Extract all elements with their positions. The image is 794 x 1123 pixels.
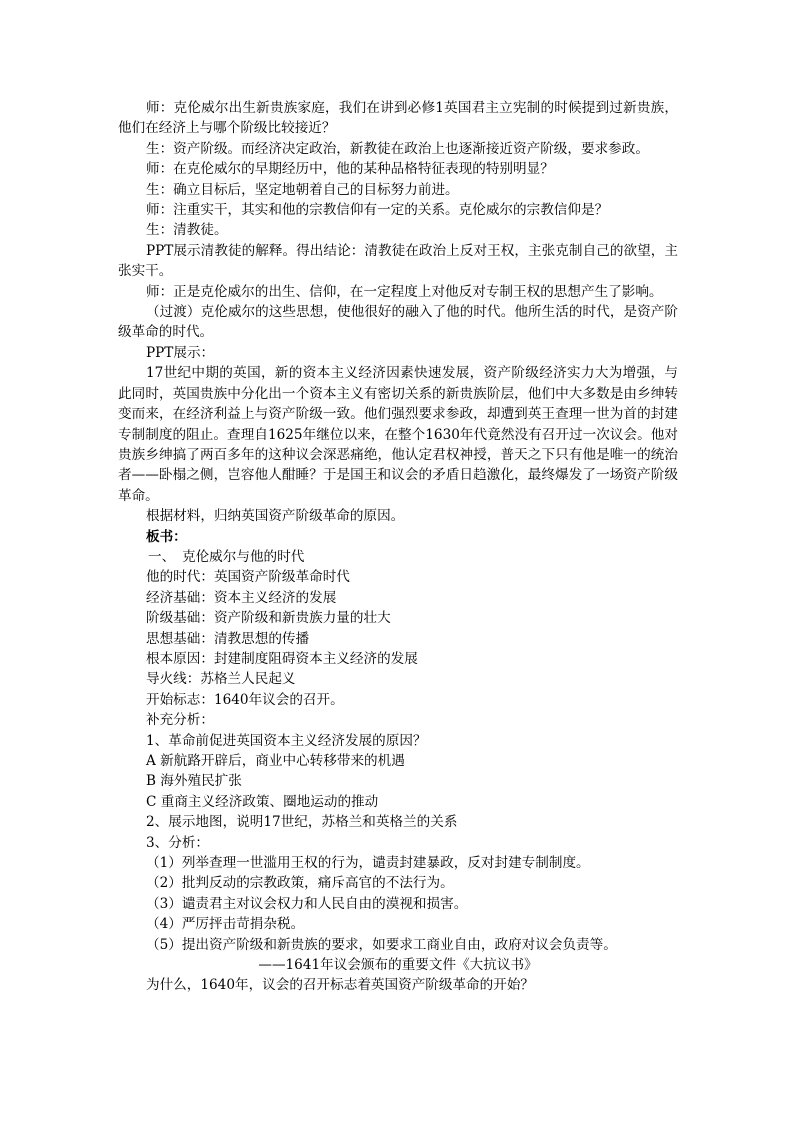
q3-item: （5）提出资产阶级和新贵族的要求，如要求工商业自由，政府对议会负责等。 (146, 936, 617, 953)
source-citation: ——1641年议会颁布的重要文件《大抗议书》 (258, 957, 538, 974)
paragraph-7: PPT展示清教徒的解释。得出结论：清教徒在政治上反对王权，主张克制自己的欲望，主张实干。 (118, 242, 678, 280)
board-item: 他的时代：英国资产阶级革命时代 (146, 569, 350, 586)
supplement-q2: 2、展示地图，说明17世纪，苏格兰和英格兰的关系 (146, 814, 458, 831)
board-label: 板书： (146, 528, 187, 545)
supplement-q3: 3、分析： (146, 834, 210, 851)
q1-option: C 重商主义经济政策、圈地运动的推动 (146, 793, 379, 810)
board-item: 开始标志：1640年议会的召开。 (146, 691, 344, 708)
paragraph-6: 生：清教徒。 (146, 222, 228, 239)
supplement-q1: 1、革命前促进英国资本主义经济发展的原因？ (146, 732, 427, 749)
q3-item: （2）批判反动的宗教政策，痛斥高官的不法行为。 (146, 875, 454, 892)
q1-option: A 新航路开辟后，商业中心转移带来的机遇 (146, 753, 405, 769)
paragraph-5: 师：注重实干，其实和他的宗教信仰有一定的关系。克伦威尔的宗教信仰是？ (146, 202, 609, 219)
document-page (118, 98, 678, 996)
board-item: 根本原因：封建制度阻碍资本主义经济的发展 (146, 650, 418, 667)
board-item: 经济基础：资本主义经济的发展 (146, 589, 337, 606)
supplement-label: 补充分析： (146, 712, 214, 729)
final-question: 为什么，1640年，议会的召开标志着英国资产阶级革命的开始？ (146, 977, 535, 994)
board-heading: 一、 克伦威尔与他的时代 (148, 548, 305, 565)
paragraph-10: PPT展示： (146, 344, 215, 361)
paragraph-2: 生：资产阶级。而经济决定政治，新教徒在政治上也逐渐接近资产阶级，要求参政。 (146, 140, 649, 157)
ppt-material: 17世纪中期的英国，新的资本主义经济因素快速发展，资产阶级经济实力大为增强，与此同时，英国贵族中分化出一个资本主义有密切关系的新贵族阶层，他们中大多数是由乡绅转变而来，在经济利益上与资产阶级一致。他们强烈要求参政，却遭到英王查理一世为首的封建专制制度的阻止。查理自1625年继位以来，在整个1630年代竟然没有召开过一次议会。他对贵族乡绅搞了两百多年的这种议会深恶痛绝，他认定君权神授，普天之下只有他是唯一的统治者——卧榻之侧，岂容他人酣睡？于是国王和议会的矛盾日趋激化，最终爆发了一场资产阶级革命。 (118, 365, 678, 504)
paragraph-3: 师：在克伦威尔的早期经历中，他的某种品格特征表现的特别明显？ (146, 161, 554, 178)
board-item: 阶级基础：资产阶级和新贵族力量的壮大 (146, 610, 391, 627)
q3-item: （3）谴责君主对议会权力和人民自由的漠视和损害。 (146, 895, 468, 912)
q3-item: （1）列举查理一世滥用王权的行为，谴责封建暴政，反对封建专制制度。 (146, 855, 590, 872)
q3-item: （4）严厉抨击苛捐杂税。 (146, 916, 305, 933)
paragraph-9: （过渡）克伦威尔的这些思想，使他很好的融入了他的时代。他所生活的时代，是资产阶级革命的时代。 (118, 304, 678, 341)
paragraph-12: 根据材料，归纳英国资产阶级革命的原因。 (146, 508, 405, 525)
board-item: 导火线：苏格兰人民起义 (146, 671, 296, 688)
board-item: 思想基础：清教思想的传播 (146, 630, 310, 647)
q1-option: B 海外殖民扩张 (146, 773, 242, 790)
paragraph-1: 师：克伦威尔出生新贵族家庭，我们在讲到必修1英国君主立宪制的时候提到过新贵族，他们在经济上与哪个阶级比较接近？ (118, 100, 678, 137)
paragraph-8: 师：正是克伦威尔的出生、信仰，在一定程度上对他反对专制王权的思想产生了影响。 (146, 283, 663, 300)
paragraph-4: 生：确立目标后，坚定地朝着自己的目标努力前进。 (146, 181, 459, 198)
